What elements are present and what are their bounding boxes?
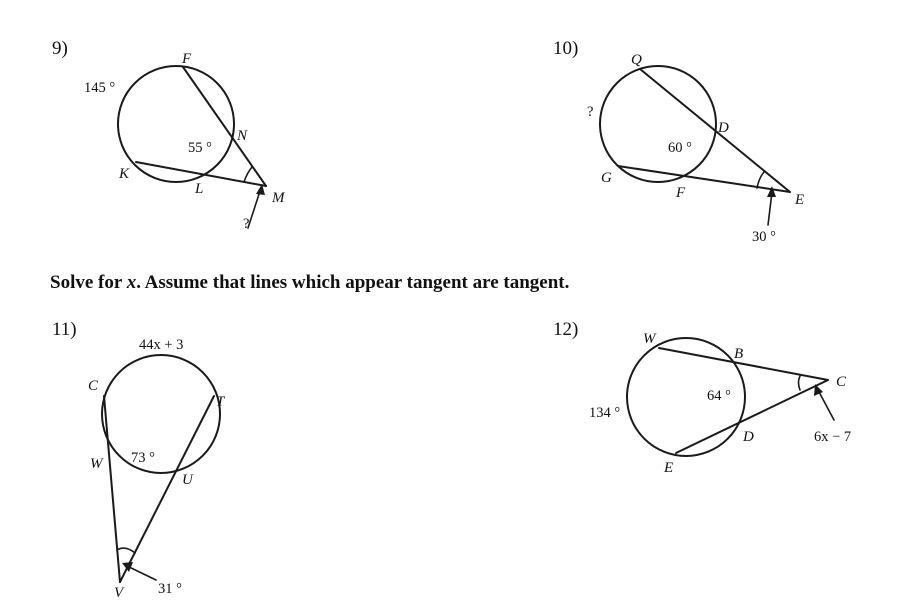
- angle-measure-label: 6x − 7: [814, 429, 852, 445]
- arc-measure-label: ?: [587, 104, 594, 120]
- point-label-f: F: [182, 51, 192, 67]
- instruction-prefix: Solve for: [50, 272, 127, 293]
- point-label-c: C: [88, 378, 99, 394]
- problem-12: [553, 319, 851, 476]
- point-label-w: W: [90, 456, 103, 472]
- instruction-suffix: . Assume that lines which appear tangent are tangent.: [136, 272, 570, 293]
- arrowhead: [122, 562, 133, 572]
- point-label-f: F: [676, 185, 686, 201]
- secant-line-tv: [120, 396, 214, 582]
- secant-line-cv: [104, 396, 120, 582]
- angle-measure-label: 31 °: [158, 581, 182, 597]
- inner-arc-label: 55 °: [188, 140, 212, 156]
- problem-number: 11): [52, 319, 77, 340]
- arc-measure-label: 145 °: [84, 80, 116, 96]
- point-label-k: K: [119, 166, 130, 182]
- pointer-arrow: [818, 390, 834, 420]
- problem-9: [52, 38, 286, 232]
- problem-number: 12): [553, 319, 579, 340]
- angle-arc: [117, 548, 135, 553]
- angle-arc: [757, 172, 764, 188]
- point-label-e: E: [795, 192, 805, 208]
- arc-measure-label: 44x + 3: [139, 337, 184, 353]
- angle-arc: [244, 167, 252, 182]
- secant-line-wc: [659, 348, 828, 380]
- point-label-g: G: [601, 170, 612, 186]
- problem-10: [553, 38, 804, 245]
- inner-arc-label: 64 °: [707, 388, 731, 404]
- point-label-c: C: [836, 374, 847, 390]
- point-label-l: L: [195, 181, 204, 197]
- point-label-e: E: [664, 460, 674, 476]
- point-label-u: U: [182, 472, 193, 488]
- point-label-m: M: [272, 190, 285, 206]
- point-label-v: V: [114, 585, 124, 601]
- pointer-arrow: [127, 566, 156, 580]
- secant-line-fm: [183, 67, 266, 186]
- point-label-t: T: [216, 394, 225, 410]
- arrowhead: [814, 384, 823, 396]
- angle-measure-label: 30 °: [752, 229, 776, 245]
- inner-arc-label: 60 °: [668, 140, 692, 156]
- circle: [118, 66, 234, 182]
- problem-number: 9): [52, 38, 68, 59]
- angle-arc: [799, 376, 801, 390]
- point-label-d: D: [718, 120, 729, 136]
- inner-arc-label: 73 °: [131, 450, 155, 466]
- arrowhead: [767, 186, 776, 197]
- point-label-w: W: [643, 331, 656, 347]
- arc-measure-label: 134 °: [589, 405, 621, 421]
- instructions: [50, 272, 569, 294]
- point-label-b: B: [734, 346, 744, 362]
- angle-measure-label: ?: [243, 216, 250, 232]
- point-label-d: D: [743, 429, 754, 445]
- point-label-q: Q: [631, 52, 642, 68]
- problem-11: [52, 319, 226, 601]
- problem-number: 10): [553, 38, 579, 59]
- circle: [102, 355, 220, 473]
- instruction-variable: x: [126, 272, 137, 293]
- point-label-n: N: [237, 128, 248, 144]
